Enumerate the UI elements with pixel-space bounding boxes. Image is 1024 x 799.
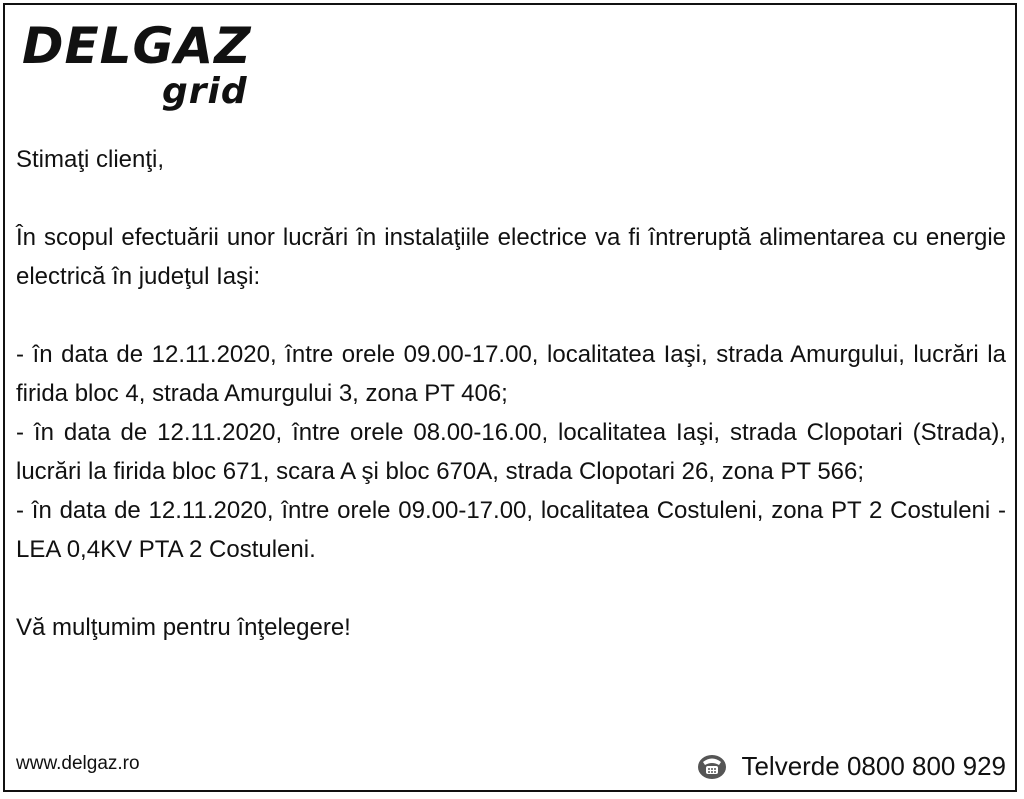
logo-subtitle: grid	[162, 71, 248, 112]
intro-paragraph: În scopul efectuării unor lucrări în instalaţiile electrice va fi întreruptă alimentarea cu energie electrică în judeţul Iaşi:	[16, 224, 1006, 290]
phone-icon	[697, 752, 727, 780]
outage-list	[16, 335, 1006, 569]
hotline-text: Telverde 0800 800 929	[741, 751, 1006, 781]
notice-body	[16, 140, 1006, 647]
outage-item: - în data de 12.11.2020, între orele 08.00-16.00, localitatea Iaşi, strada Clopotari (Strada), lucrări la firida bloc 671, scara A şi bloc 670A, strada Clopotari 26, zona PT 566;	[16, 419, 1006, 485]
greeting: Stimaţi clienţi,	[16, 146, 165, 173]
website-link[interactable]: www.delgaz.ro	[16, 753, 140, 774]
outage-item: - în data de 12.11.2020, între orele 09.00-17.00, localitatea Costuleni, zona PT 2 Costuleni - LEA 0,4KV PTA 2 Costuleni.	[16, 497, 1006, 563]
outage-item: - în data de 12.11.2020, între orele 09.00-17.00, localitatea Iaşi, strada Amurgului, lucrări la firida bloc 4, strada Amurgului 3, zona PT 406;	[16, 341, 1006, 407]
closing-line: Vă mulţumim pentru înţelegere!	[16, 614, 351, 641]
hotline	[697, 750, 1006, 782]
logo-wordmark: DELGAZ	[22, 17, 252, 75]
delgaz-grid-logo	[22, 18, 262, 113]
